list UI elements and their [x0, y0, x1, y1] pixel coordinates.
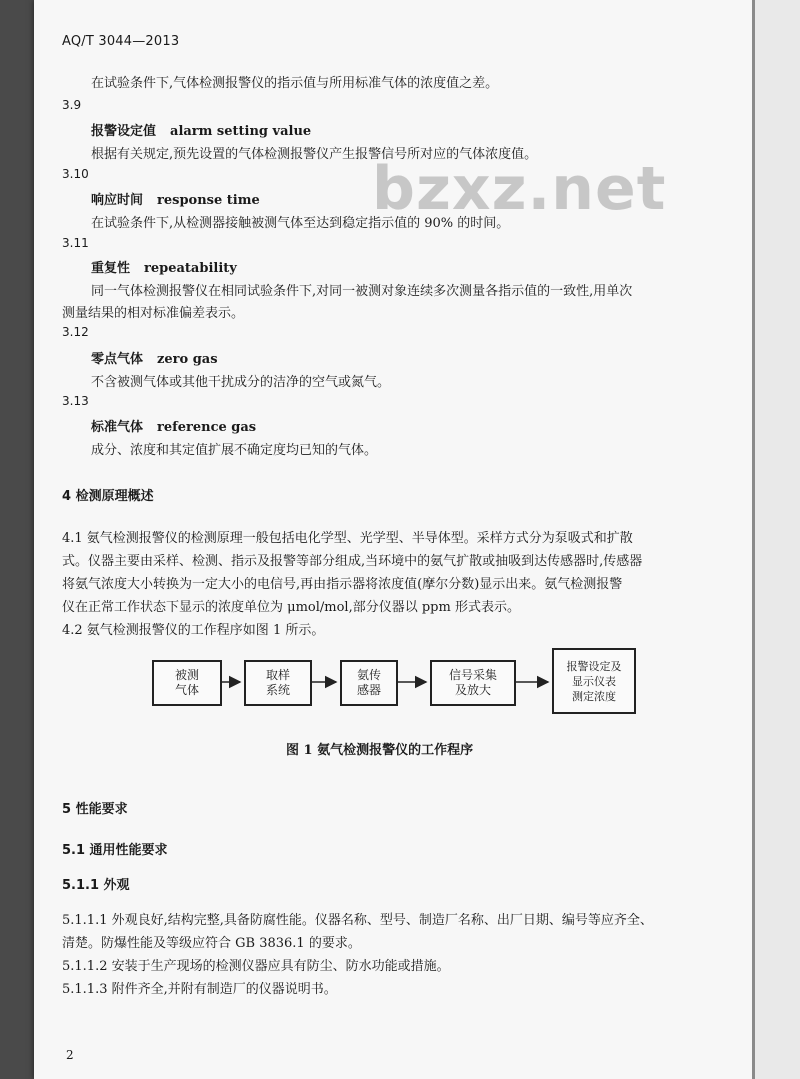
paragraph-4-1-line1: 4.1 氨气检测报警仪的检测原理一般包括电化学型、光学型、半导体型。采样方式分为泵吸式和扩散: [62, 531, 633, 546]
term-en: response time: [157, 193, 260, 208]
watermark: bzxz.net: [372, 154, 667, 224]
paragraph-5-1-1-1-line2: 清楚。防爆性能及等级应符合 GB 3836.1 的要求。: [62, 936, 361, 951]
definition-text-3-11-line1: 同一气体检测报警仪在相同试验条件下,对同一被测对象连续多次测量各指示值的一致性,用单次: [91, 284, 633, 299]
section-heading-5-1-1: [62, 874, 130, 893]
flow-box-label: 信号采集 及放大: [448, 668, 497, 697]
term-en: repeatability: [144, 261, 237, 276]
section-title: 5.1 通用性能要求: [62, 843, 168, 858]
term-cn: 响应时间: [91, 193, 144, 208]
paragraph-4-1-line4: 仪在正常工作状态下显示的浓度单位为 μmol/mol,部分仪器以 ppm 形式表示。: [62, 600, 520, 615]
paragraph-4-2: 4.2 氨气检测报警仪的工作程序如图 1 所示。: [62, 623, 325, 638]
flow-box-sampling-system: [244, 660, 312, 706]
definition-text-3-13: 成分、浓度和其定值扩展不确定度均已知的气体。: [91, 443, 378, 458]
flow-box-ammonia-sensor: [340, 660, 398, 706]
flow-box-measured-gas: [152, 660, 222, 706]
clause-number-3-12: 3.12: [62, 325, 89, 339]
paragraph-5-1-1-3: 5.1.1.3 附件齐全,并附有制造厂的仪器说明书。: [62, 982, 337, 997]
term-cn: 报警设定值: [91, 124, 157, 139]
flow-box-label: 取样 系统: [265, 668, 290, 697]
term-cn: 零点气体: [91, 352, 144, 367]
paragraph-4-1-line2: 式。仪器主要由采样、检测、指示及报警等部分组成,当环境中的氨气扩散或抽吸到达传感器时,传感器: [62, 554, 643, 569]
term-en: zero gas: [157, 352, 218, 367]
section-heading-5: [62, 798, 128, 817]
paragraph-5-1-1-1-line1: 5.1.1.1 外观良好,结构完整,具备防腐性能。仪器名称、型号、制造厂名称、出厂日期、编号等应齐全、: [62, 913, 653, 928]
paragraph-4-1-line3: 将氨气浓度大小转换为一定大小的电信号,再由指示器将浓度值(摩尔分数)显示出来。氨气检测报警: [62, 577, 623, 592]
section-title: 5.1.1 外观: [62, 878, 130, 893]
term-en: reference gas: [157, 420, 257, 435]
clause-number-3-11: 3.11: [62, 236, 89, 250]
flow-box-label: 报警设定及 显示仪表 测定浓度: [566, 659, 622, 703]
section-heading-5-1: [62, 839, 168, 858]
definition-text-3-12: 不含被测气体或其他干扰成分的洁净的空气或氮气。: [91, 375, 391, 390]
flow-box-alarm-display: [552, 648, 636, 714]
figure-caption: 图 1 氨气检测报警仪的工作程序: [286, 743, 474, 758]
page-number: 2: [66, 1048, 74, 1062]
clause-number-3-9: 3.9: [62, 98, 82, 112]
flow-box-label: 被测 气体: [174, 668, 199, 697]
paragraph-5-1-1-2: 5.1.1.2 安装于生产现场的检测仪器应具有防尘、防水功能或措施。: [62, 959, 450, 974]
definition-text-3-9: 根据有关规定,预先设置的气体检测报警仪产生报警信号所对应的气体浓度值。: [91, 147, 538, 162]
definition-text-3-11-line2: 测量结果的相对标准偏差表示。: [62, 306, 245, 321]
clause-number-3-10: 3.10: [62, 167, 89, 181]
section-title: 5 性能要求: [62, 802, 128, 817]
term-en: alarm setting value: [170, 124, 312, 139]
section-title: 4 检测原理概述: [62, 489, 154, 504]
term-cn: 重复性: [91, 261, 131, 276]
standard-number: AQ/T 3044—2013: [62, 34, 180, 49]
flow-box-label: 氨传 感器: [356, 668, 381, 697]
term-cn: 标准气体: [91, 420, 144, 435]
flow-box-signal-acquisition: [430, 660, 516, 706]
clause-number-3-13: 3.13: [62, 394, 89, 408]
definition-text-3-10: 在试验条件下,从检测器接触被测气体至达到稳定指示值的 90% 的时间。: [91, 216, 510, 231]
definition-text-3-8: 在试验条件下,气体检测报警仪的指示值与所用标准气体的浓度值之差。: [91, 76, 499, 91]
